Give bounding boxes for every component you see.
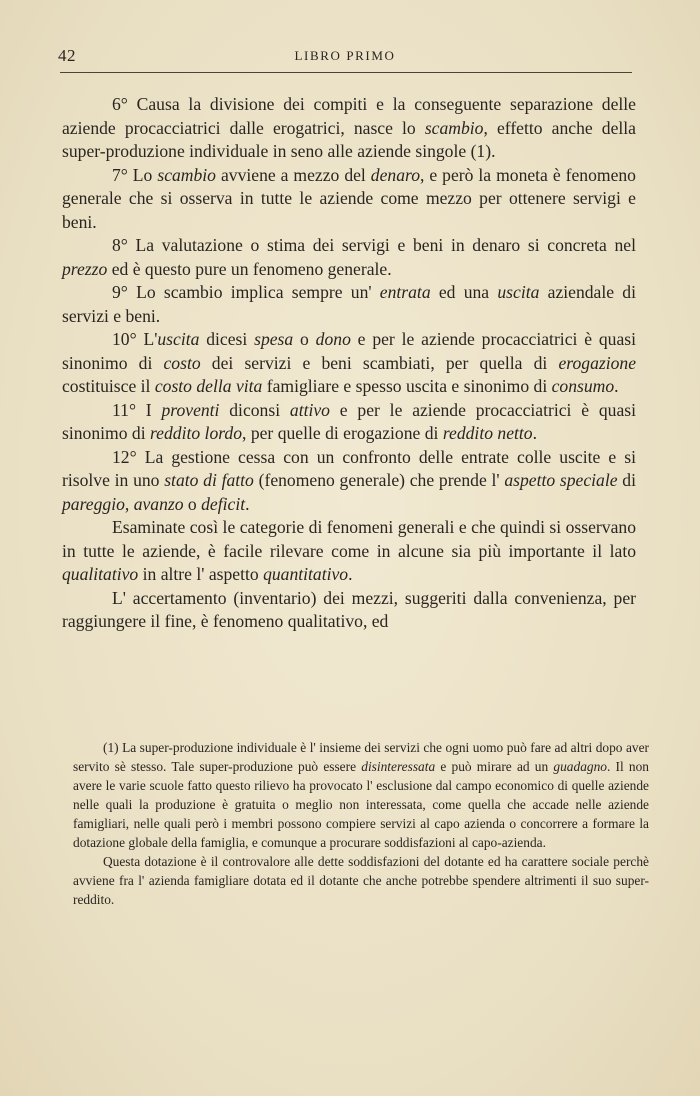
paragraph-accertamento: L' accertamento (inventario) dei mezzi, suggeriti dalla convenienza, per raggiungere il fine, è fenomeno qualitativo, ed [62,587,636,631]
paragraph-9: 9° Lo scambio implica sempre un' entrata ed una uscita aziendale di servizi e beni. [62,282,636,326]
paragraph-7: 7° Lo scambio avviene a mezzo del denaro, e però la moneta è fenomeno generale che si osserva in tutte le aziende come mezzo per ottenere servigi e beni. [62,164,636,232]
main-text [62,93,636,634]
footnote-1: (1) La super-produzione individuale è l' insieme dei servizi che ogni uomo può fare ad altri dopo aver servito sè stesso. Tale super-produzione può essere disinteressata e può mirare ad un guadagno. Il non avere le varie scuole fatto questo rilievo ha provocato l' esclusione dal campo economico di quelle aziende nelle quali la produzione è gratuita o meglio non interessata, come quella che accade nelle aziende famigliari, nelle quali però i membri possono compiere servizi al capo azienda o concorrere a formare la dotazione globale della famiglia, e comunque a procurare soddisfazioni al capo-azienda. [73,740,649,850]
paragraph-summary: Esaminate così le categorie di fenomeni generali e che quindi si osservano in tutte le aziende, è facile rilevare come in alcune sia più importante il lato qualitativo in altre l' aspetto quantitativo. [62,517,636,584]
running-head: LIBRO PRIMO [294,48,396,63]
paragraph-11: 11° I proventi diconsi attivo e per le aziende procacciatrici è quasi sinonimo di reddito lordo, per quelle di erogazione di reddito netto. [62,399,636,443]
paragraph-10: 10° L'uscita dicesi spesa o dono e per le aziende procacciatrici è quasi sinonimo di costo dei servizi e beni scambiati, per quella di erogazione costituisce il costo della vita famigliare e spesso uscita e sinonimo di consumo. [62,329,636,396]
page-number: 42 [58,46,76,65]
header-rule [60,72,632,73]
footnotes [73,738,649,909]
paragraph-6: 6° Causa la divisione dei compiti e la conseguente separazione delle aziende procacciatrici dalle erogatrici, nasce lo scambio, effetto anche della super-produzione individuale in seno alle aziende singole (1). [62,94,636,161]
paragraph-12: 12° La gestione cessa con un confronto delle entrate colle uscite e si risolve in uno stato di fatto (fenomeno generale) che prende l' aspetto speciale di pareggio, avanzo o deficit. [62,446,636,514]
page-header [58,46,632,70]
footnote-1-continuation: Questa dotazione è il controvalore alle dette soddisfazioni del dotante ed ha carattere sociale perchè avviene fra l' azienda famigliare dotata ed il dotante che anche potrebbe spendere altrimenti il suo super-reddito. [73,854,649,907]
paragraph-8: 8° La valutazione o stima dei servigi e beni in denaro si concreta nel prezzo ed è questo pure un fenomeno generale. [62,235,636,279]
